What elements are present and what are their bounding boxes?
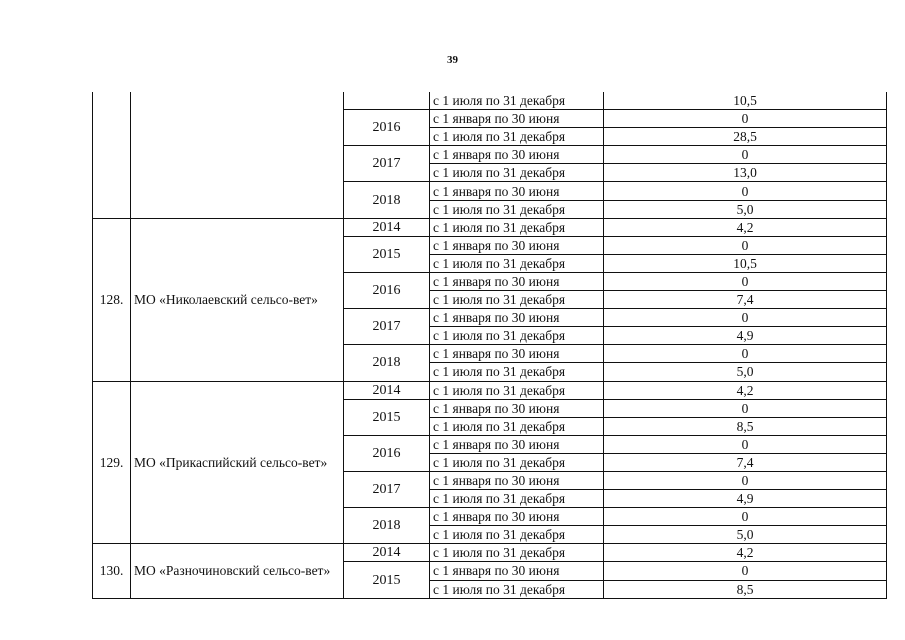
year-cell: 2014 [344, 544, 430, 562]
value-cell: 0 [604, 471, 887, 489]
row-number: 129. [93, 381, 131, 544]
table-row [93, 218, 887, 236]
period-cell: с 1 июля по 31 декабря [430, 200, 604, 218]
period-cell: с 1 июля по 31 декабря [430, 254, 604, 272]
value-cell: 0 [604, 146, 887, 164]
value-cell: 0 [604, 399, 887, 417]
year-cell: 2017 [344, 471, 430, 507]
year-cell: 2016 [344, 435, 430, 471]
municipality-name: МО «Разночиновский сельсо-вет» [131, 544, 344, 598]
value-cell: 0 [604, 272, 887, 290]
row-number: 130. [93, 544, 131, 598]
value-cell: 0 [604, 562, 887, 580]
row-number: 128. [93, 218, 131, 381]
year-cell: 2015 [344, 399, 430, 435]
period-cell: с 1 января по 30 июня [430, 435, 604, 453]
value-cell: 4,2 [604, 218, 887, 236]
year-cell: 2017 [344, 309, 430, 345]
period-cell: с 1 января по 30 июня [430, 562, 604, 580]
period-cell: с 1 января по 30 июня [430, 471, 604, 489]
value-cell: 4,2 [604, 544, 887, 562]
period-cell: с 1 июля по 31 декабря [430, 526, 604, 544]
municipality-name: МО «Николаевский сельсо-вет» [131, 218, 344, 381]
value-cell: 13,0 [604, 164, 887, 182]
value-cell: 8,5 [604, 417, 887, 435]
year-cell: 2018 [344, 508, 430, 544]
table-row [93, 92, 887, 110]
period-cell: с 1 января по 30 июня [430, 236, 604, 254]
period-cell: с 1 января по 30 июня [430, 309, 604, 327]
value-cell: 0 [604, 345, 887, 363]
year-cell: 2014 [344, 381, 430, 399]
municipality-name [131, 92, 344, 218]
period-cell: с 1 января по 30 июня [430, 272, 604, 290]
value-cell: 0 [604, 182, 887, 200]
period-cell: с 1 января по 30 июня [430, 146, 604, 164]
period-cell: с 1 июля по 31 декабря [430, 327, 604, 345]
table-row [93, 381, 887, 399]
year-cell: 2016 [344, 110, 430, 146]
period-cell: с 1 июля по 31 декабря [430, 291, 604, 309]
year-cell: 2017 [344, 146, 430, 182]
period-cell: с 1 января по 30 июня [430, 110, 604, 128]
value-cell: 0 [604, 435, 887, 453]
value-cell: 4,2 [604, 381, 887, 399]
value-cell: 10,5 [604, 254, 887, 272]
value-cell: 4,9 [604, 327, 887, 345]
value-cell: 10,5 [604, 92, 887, 110]
row-number [93, 92, 131, 218]
table-row [93, 544, 887, 562]
value-cell: 7,4 [604, 291, 887, 309]
period-cell: с 1 июля по 31 декабря [430, 164, 604, 182]
period-cell: с 1 июля по 31 декабря [430, 128, 604, 146]
value-cell: 4,9 [604, 490, 887, 508]
period-cell: с 1 июля по 31 декабря [430, 490, 604, 508]
value-cell: 8,5 [604, 580, 887, 598]
value-cell: 28,5 [604, 128, 887, 146]
period-cell: с 1 июля по 31 декабря [430, 453, 604, 471]
value-cell: 5,0 [604, 526, 887, 544]
period-cell: с 1 июля по 31 декабря [430, 218, 604, 236]
value-cell: 0 [604, 110, 887, 128]
municipality-name: МО «Прикаспийский сельсо-вет» [131, 381, 344, 544]
value-cell: 7,4 [604, 453, 887, 471]
period-cell: с 1 июля по 31 декабря [430, 580, 604, 598]
period-cell: с 1 января по 30 июня [430, 345, 604, 363]
value-cell: 0 [604, 309, 887, 327]
period-cell: с 1 января по 30 июня [430, 508, 604, 526]
year-cell: 2015 [344, 562, 430, 598]
period-cell: с 1 января по 30 июня [430, 182, 604, 200]
period-cell: с 1 июля по 31 декабря [430, 363, 604, 381]
table-body [93, 92, 887, 598]
allocation-table [92, 92, 887, 599]
value-cell: 0 [604, 508, 887, 526]
period-cell: с 1 января по 30 июня [430, 399, 604, 417]
period-cell: с 1 июля по 31 декабря [430, 544, 604, 562]
period-cell: с 1 июля по 31 декабря [430, 92, 604, 110]
value-cell: 5,0 [604, 363, 887, 381]
year-cell: 2016 [344, 272, 430, 308]
year-cell: 2014 [344, 218, 430, 236]
period-cell: с 1 июля по 31 декабря [430, 417, 604, 435]
year-cell [344, 92, 430, 110]
value-cell: 0 [604, 236, 887, 254]
year-cell: 2018 [344, 182, 430, 218]
year-cell: 2018 [344, 345, 430, 381]
period-cell: с 1 июля по 31 декабря [430, 381, 604, 399]
page-number: 39 [447, 54, 458, 66]
year-cell: 2015 [344, 236, 430, 272]
value-cell: 5,0 [604, 200, 887, 218]
